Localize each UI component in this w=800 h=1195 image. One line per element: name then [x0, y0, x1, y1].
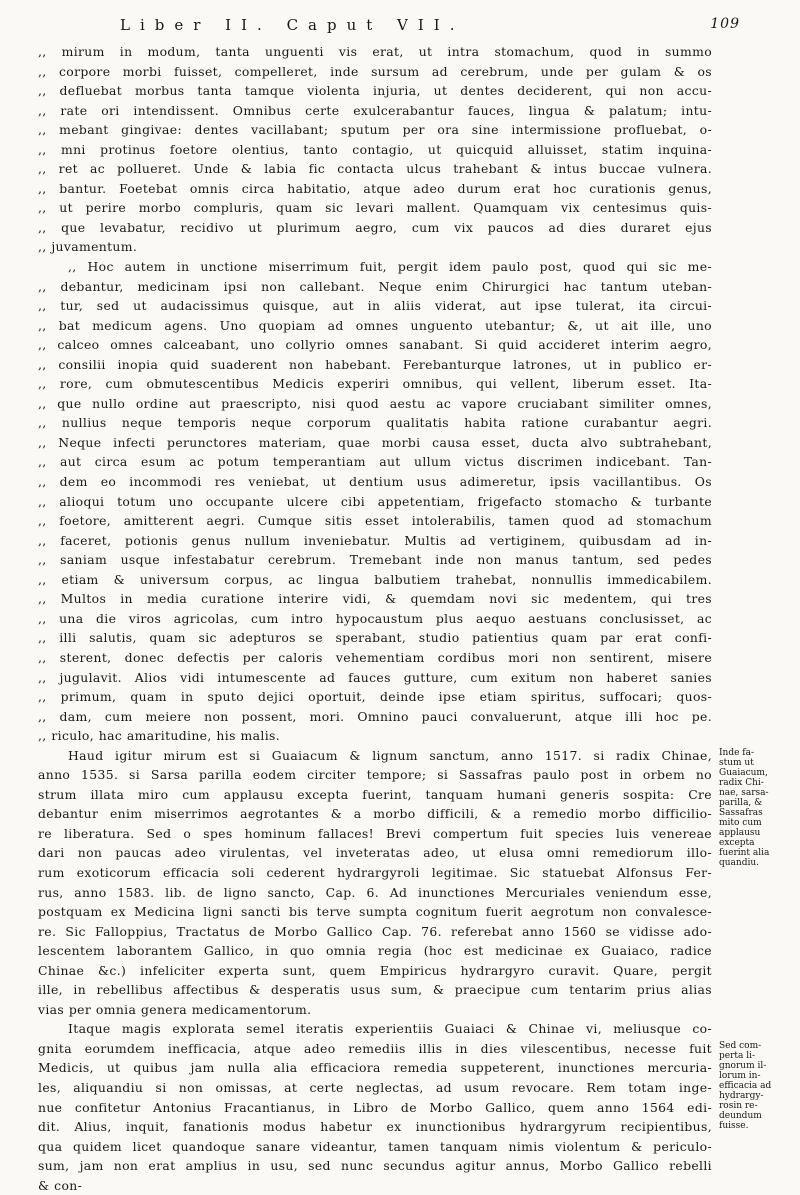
text-line: ,, defluebat morbus tanta tamque violenta injuria, ut dentes deciderent, qui non accu-: [38, 83, 712, 99]
margin-note-line: Guaiacum,: [719, 767, 768, 778]
text-line: ,, que nullo ordine aut praescripto, nisi quod aestu ac vapore cruciabant similiter omnes,: [38, 395, 712, 411]
margin-note-line: radix Chi-: [719, 777, 764, 788]
margin-note-line: applausu: [719, 827, 761, 838]
text-line: ,, consilii inopia quid suaderent non habebant. Ferebanturque latrones, ut in publico er-: [38, 356, 712, 372]
text-line: strum illata miro cum applausu excepta fuerint, tanquam humani generis sospita: Cre: [38, 786, 712, 802]
text-line: gnita eorumdem inefficacia, atque adeo remediis illis in dies vilescentibus, necesse fuit: [38, 1040, 712, 1056]
margin-note-line: Inde fa-: [719, 747, 755, 758]
text-line: sum, jam non erat amplius in usu, sed nunc secundus agitur annus, Morbo Gallico rebelli: [38, 1158, 712, 1174]
text-line: lescentem laborantem Gallico, in quo omnia regia (hoc est medicinae ex Guaiaco, radice: [38, 943, 712, 959]
text-line: ,, juvamentum.: [38, 239, 138, 255]
text-line: anno 1535. si Sarsa parilla eodem circiter tempore; si Sassafras paulo post in orbem no: [38, 767, 712, 783]
text-line: ,, ut perire morbo compluris, quam sic levari mallent. Quamquam vix centesimus quis-: [38, 200, 712, 216]
margin-note-line: rosin re-: [719, 1101, 758, 1112]
text-line: ,, que levabatur, recidivo ut plurimum aegro, cum vix paucos ad dies duraret ejus: [38, 219, 712, 235]
text-line: ,, foetore, amitterent aegri. Cumque sitis esset intolerabilis, tamen quod ad stomachum: [38, 513, 712, 529]
text-line: ille, in rebellibus affectibus & desperatis usus sum, & praecipue cum tentarim prius alias: [38, 982, 712, 998]
text-line: ,, dem eo incommodi res veniebat, ut dentium usus adimeretur, ipsis vacillantibus. Os: [38, 474, 712, 490]
text-line: ,, Hoc autem in unctione miserrimum fuit, pergit idem paulo post, quod qui sic me-: [68, 259, 712, 275]
margin-note-line: nae, sarsa-: [719, 787, 769, 798]
text-line: ,, riculo, hac amaritudine, his malis.: [38, 728, 281, 744]
text-line: ,, dam, cum meiere non possent, mori. Omnino pauci convaluerunt, atque illi hoc pe.: [38, 708, 712, 724]
text-line: ,, mirum in modum, tanta unguenti vis erat, ut intra stomachum, quod in summo: [38, 44, 712, 59]
margin-note-line: fuerint alia: [719, 847, 770, 858]
margin-note-line: Sassafras: [719, 807, 763, 818]
margin-note-line: stum ut: [719, 757, 754, 768]
text-line: vias per omnia genera medicamentorum.: [38, 1001, 312, 1017]
text-line: re liberatura. Sed o spes hominum fallaces! Brevi compertum fuit species luis venereae: [38, 825, 712, 841]
margin-note-line: excepta: [719, 837, 755, 848]
text-line: ,, rore, cum obmutescentibus Medicis experiri omnibus, qui vellent, liberum esset. Ita-: [38, 376, 712, 392]
text-line: ,, ret ac pollueret. Unde & labia fic contacta ulcus trahebant & intus buccae vulnera.: [38, 161, 712, 177]
text-line: ,, alioqui totum uno occupante ulcere cibi appetentiam, frigefacto stomacho & turbante: [38, 493, 712, 509]
margin-note-line: parilla, &: [719, 797, 763, 808]
text-line: ,, mebant gingivae: dentes vacillabant; sputum per ora sine intermissione profluebat, o-: [38, 122, 712, 138]
margin-note: [719, 748, 791, 868]
text-line: ,, primum, quam in sputo dejici oportuit, deinde ipse etiam spiritus, suffocari; quos-: [38, 689, 712, 705]
text-line: Haud igitur mirum est si Guaiacum & lignum sanctum, anno 1517. si radix Chinae,: [68, 747, 712, 763]
text-line: ,, etiam & universum corpus, ac lingua balbutiem trahebat, nonnullis immedicabilem.: [38, 571, 712, 587]
text-line: ,, rate ori intendissent. Omnibus certe exulcerabantur fauces, lingua & palatum; intu-: [38, 102, 712, 118]
text-line: ,, calceo omnes calceabant, uno collyrio omnes sanabant. Si quid accideret interim aegro,: [38, 337, 712, 353]
margin-note-line: mito cum: [719, 817, 762, 828]
margin-note-line: lorum in-: [719, 1071, 761, 1082]
margin-note-line: efficacia ad: [719, 1081, 772, 1092]
text-line: ,, bat medicum agens. Uno quopiam ad omnes unguento utebantur; &, ut ait ille, uno: [38, 317, 712, 333]
text-line: ,, saniam usque infestabatur cerebrum. Tremebant inde non manus tantum, sed pedes: [38, 552, 712, 568]
text-line: ,, mni protinus foetore olentius, tanto contagio, ut quicquid alluisset, statim inquina-: [38, 141, 712, 157]
main-text: [38, 42, 712, 1195]
text-line: debantur enim miserrimos aegrotantes & a morbo difficili, & a remedio morbo difficilio-: [38, 806, 712, 822]
text-line: postquam ex Medicina ligni sancti bis terve sumpta cognitum fuerit aegrotum non convalesce-: [38, 904, 712, 920]
margin-note: [719, 1041, 791, 1131]
margin-note-line: gnorum il-: [719, 1061, 767, 1072]
text-line: ,, jugulavit. Alios vidi intumescente ad fauces gutture, cum exitum non haberet sanies: [38, 669, 712, 685]
page-number: 109: [710, 16, 740, 32]
text-line: ,, nullius neque temporis neque corporum qualitatis habita ratione curabantur aegri.: [38, 415, 712, 431]
text-line: rus, anno 1583. lib. de ligno sancto, Cap. 6. Ad inunctiones Mercuriales veniendum esse,: [38, 884, 712, 900]
text-line: ,, Multos in media curatione interire vidi, & quemdam novi sic medentem, qui tres: [38, 591, 712, 607]
text-line: ,, illi salutis, quam sic adepturos se sperabant, studio patientius quam par erat confi-: [38, 630, 712, 646]
text-line: qua quidem licet quandoque sanare videantur, tamen tanquam nimis violentum & periculo-: [38, 1138, 712, 1154]
running-header: [60, 16, 752, 38]
margin-note-line: deundum: [719, 1111, 762, 1122]
margin-note-line: hydrargy-: [719, 1091, 764, 1102]
text-line: ,, faceret, potionis genus nullum inveniebatur. Multis ad vertiginem, quibusdam ad in-: [38, 532, 712, 548]
text-line: Itaque magis explorata semel iteratis experientiis Guaiaci & Chinae vi, meliusque co-: [68, 1021, 712, 1037]
text-line: ,, aut circa esum ac potum temperantiam aut ullum victus discrimen indicebant. Tan-: [38, 454, 712, 470]
text-line: ,, una die viros agricolas, cum intro hypocaustum plus aequo aestuans conclusisset, ac: [38, 610, 712, 626]
text-line: ,, sterent, donec defectis per caloris vehementiam cordibus mori non sentirent, misere: [38, 649, 712, 665]
margin-note-line: perta li-: [719, 1051, 756, 1062]
running-head: Liber II. Caput VII.: [120, 16, 465, 34]
text-line: Medicis, ut quibus jam nulla alia efficaciora remedia suppeterent, inunctiones mercuria-: [38, 1060, 712, 1076]
text-line: nue confitetur Antonius Fracantianus, in Libro de Morbo Gallico, quem anno 1564 edi-: [38, 1099, 712, 1115]
text-line: ,, bantur. Foetebat omnis circa habitatio, atque adeo durum erat hoc curationis genus,: [38, 180, 712, 196]
text-line: ,, tur, sed ut audacissimus quisque, aut in aliis viderat, aut ipse tulerat, ita circui-: [38, 298, 712, 314]
text-line: Chinae &c.) infeliciter experta sunt, quem Empiricus hydrargyro curavit. Quare, pergit: [38, 962, 712, 978]
text-line: ,, corpore morbi fuisset, compelleret, inde sursum ad cerebrum, unde per gulam & os: [38, 63, 712, 79]
margin-note-line: Sed com-: [719, 1041, 762, 1052]
text-line: dari non paucas adeo virulentas, vel inveteratas adeo, ut elusa omni remediorum illo-: [38, 845, 712, 861]
margin-note-line: quandiu.: [719, 857, 760, 868]
text-line: & con-: [38, 1177, 83, 1193]
margin-note-line: fuisse.: [719, 1121, 749, 1132]
text-line: ,, debantur, medicinam ipsi non callebant. Neque enim Chirurgici hac tantum uteban-: [38, 278, 712, 294]
text-line: ,, Neque infecti perunctores materiam, quae morbi causa esset, ducta alvo subtrahebant,: [38, 434, 712, 450]
text-line: re. Sic Falloppius, Tractatus de Morbo Gallico Cap. 76. referebat anno 1560 se vidisse ado-: [38, 923, 712, 939]
text-line: les, aliquandiu si non omissas, at certe neglectas, ad usum revocare. Rem totam inge-: [38, 1079, 712, 1095]
text-line: dit. Alius, inquit, fanationis modus habetur ex inunctionibus hydrargyrum recipientibus,: [38, 1119, 712, 1135]
text-line: rum exoticorum efficacia soli cederent hydrargyroli legitimae. Sic statuebat Alfonsus Fer-: [38, 864, 712, 880]
